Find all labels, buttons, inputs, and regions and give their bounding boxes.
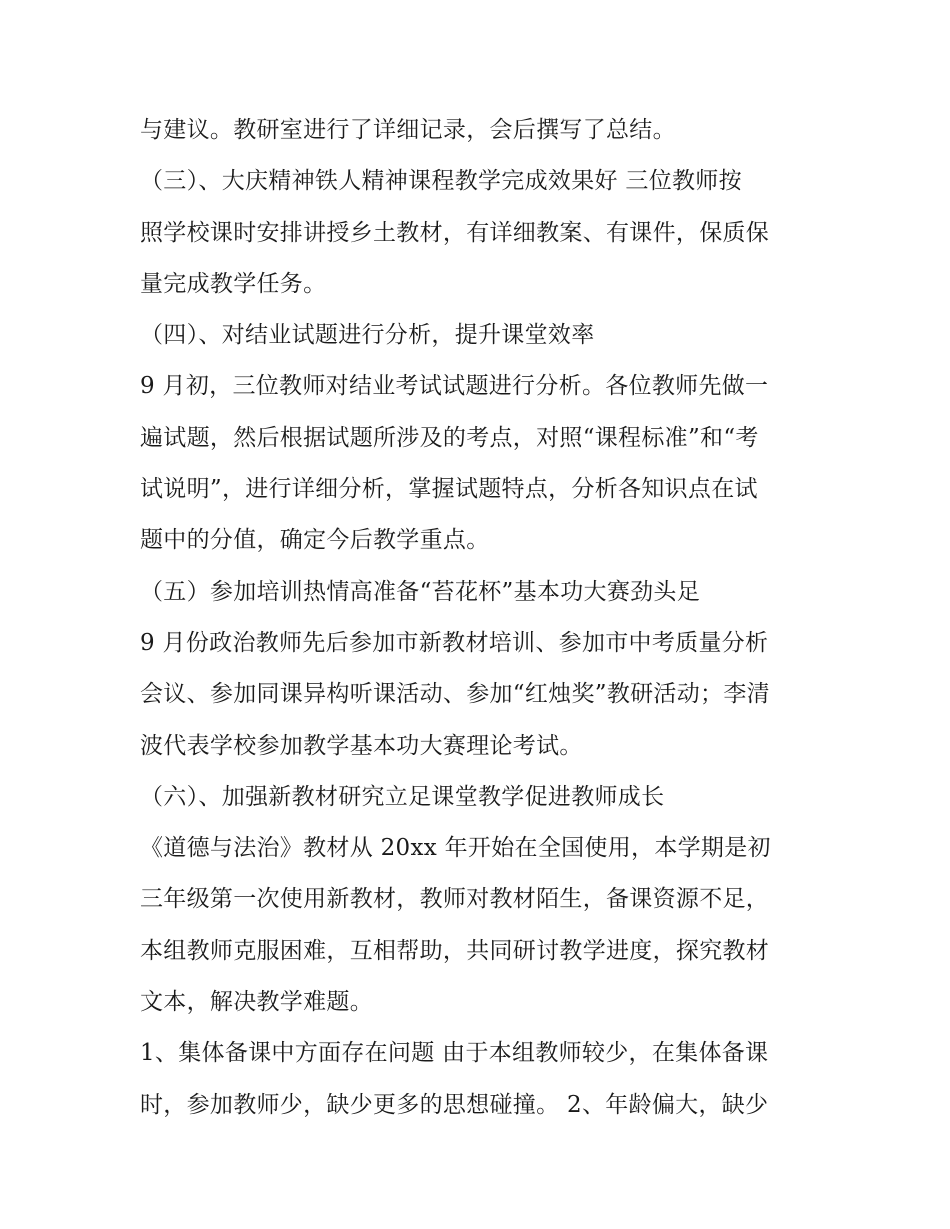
text-line: 题中的分值，确定今后教学重点。 (140, 527, 490, 554)
text-line: 照学校课时安排讲授乡土教材，有详细教案、有课件，保质保 (140, 219, 770, 246)
text-line: 9 月份政治教师先后参加市新教材培训、参加市中考质量分析 (140, 629, 769, 656)
text-line: 本组教师克服困难，互相帮助，共同研讨教学进度，探究教材 (140, 937, 770, 964)
text-line: 试说明”，进行详细分析，掌握试题特点，分析各知识点在试 (140, 476, 758, 503)
section-heading-4: （四）、对结业试题进行分析，提升课堂效率 (140, 322, 595, 349)
text-line: 《道德与法治》教材从 20xx 年开始在全国使用，本学期是初 (140, 835, 771, 862)
text-line: 与建议。教研室进行了详细记录，会后撰写了总结。 (140, 117, 676, 143)
text-line: 9 月初，三位教师对结业考试试题进行分析。各位教师先做一 (140, 373, 769, 400)
section-heading-3: （三）、大庆精神铁人精神课程教学完成效果好 三位教师按 (140, 168, 742, 195)
text-line: 会议、参加同课异构听课活动、参加“红烛奖”教研活动；李清 (140, 681, 770, 708)
text-line: 遍试题，然后根据试题所涉及的考点，对照“课程标准”和“考 (140, 424, 759, 451)
section-heading-5: （五）参加培训热情高准备“苔花杯”基本功大赛劲头足 (140, 578, 701, 605)
section-heading-6: （六）、加强新教材研究立足课堂教学促进教师成长 (140, 783, 665, 810)
text-line: 文本，解决教学难题。 (140, 989, 373, 1016)
text-line: 时，参加教师少，缺少更多的思想碰撞。 2、年龄偏大，缺少 (140, 1091, 769, 1118)
text-line: 三年级第一次使用新教材，教师对教材陌生，备课资源不足， (140, 886, 770, 913)
text-line: 波代表学校参加教学基本功大赛理论考试。 (140, 732, 583, 759)
document-body (140, 105, 830, 1131)
text-line: 量完成教学任务。 (140, 270, 327, 297)
text-line: 1、集体备课中方面存在问题 由于本组教师较少，在集体备课 (140, 1040, 769, 1067)
